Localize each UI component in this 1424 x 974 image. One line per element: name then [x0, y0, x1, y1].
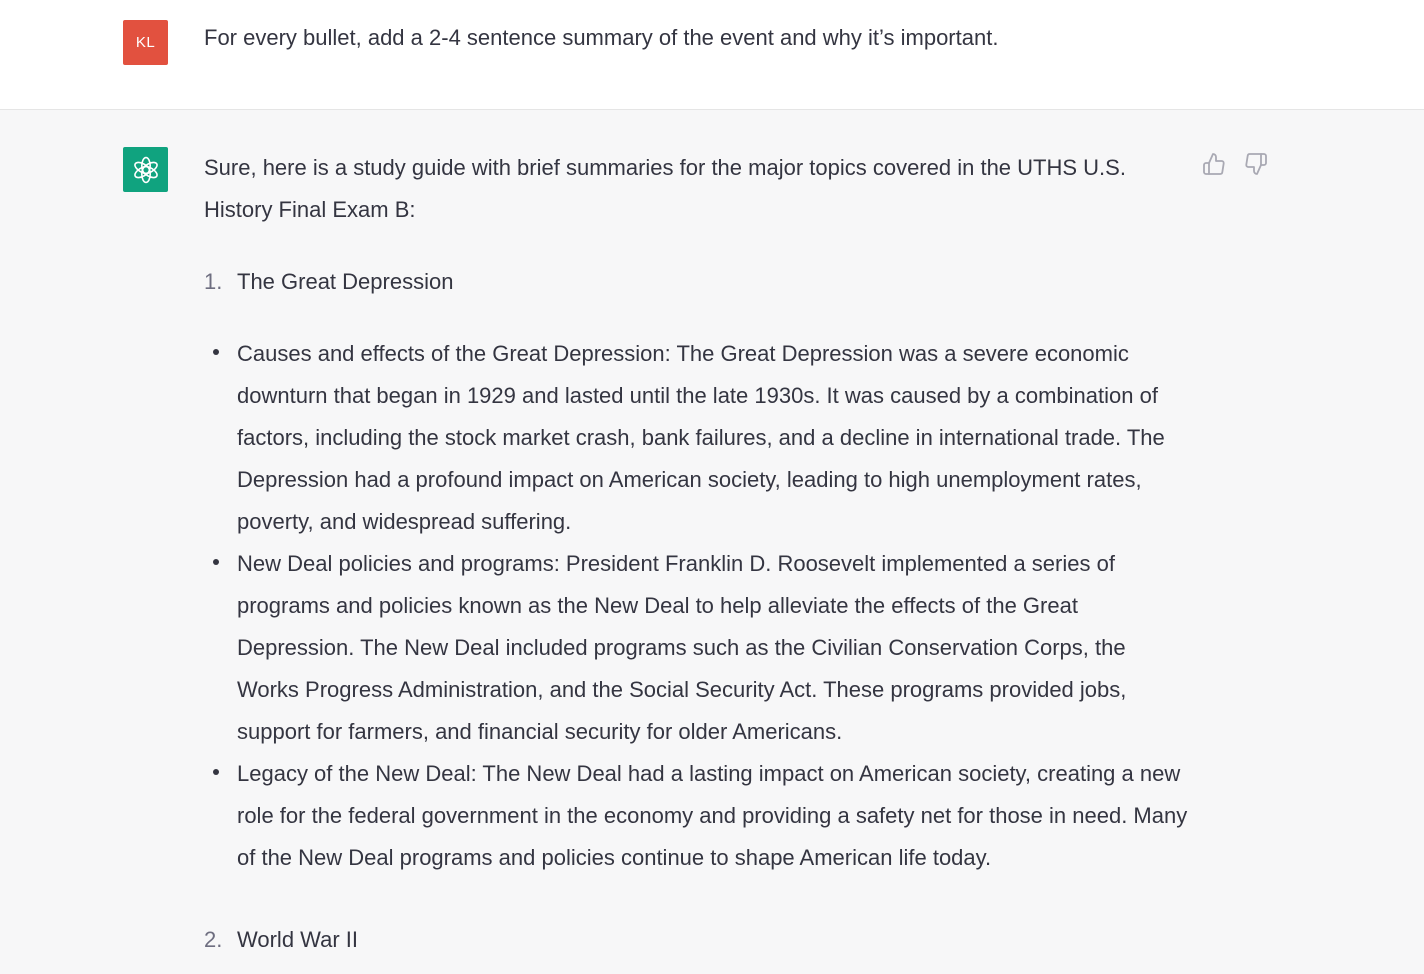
- thumbs-up-button[interactable]: [1200, 150, 1228, 178]
- thumbs-up-icon: [1202, 152, 1226, 176]
- bullet-text: Causes and effects of the Great Depression: The Great Depression was a severe economic downturn that began in 1929 and lasted until the late 1930s. It was caused by a combination of factors, including the stock market crash, bank failures, and a decline in international trade. The Depression had a profound impact on American society, leading to high unemployment rates, poverty, and widespread suffering.: [237, 341, 1165, 534]
- assistant-message-content: [204, 147, 1189, 961]
- section-title: World War II: [237, 927, 359, 952]
- list-item: [204, 543, 1189, 753]
- user-message-row: [0, 0, 1424, 110]
- list-item: [204, 333, 1189, 543]
- user-avatar: KL: [123, 20, 168, 65]
- bullet-dot: [213, 559, 219, 565]
- list-item-section-2: [204, 919, 1189, 961]
- assistant-message-row: [0, 110, 1424, 974]
- thumbs-down-button[interactable]: [1242, 150, 1270, 178]
- bullet-dot: [213, 349, 219, 355]
- bullet-dot: [213, 769, 219, 775]
- bullet-list: [204, 333, 1189, 879]
- list-number: 1.: [204, 269, 223, 294]
- list-item: [204, 753, 1189, 879]
- list-item-section-1: [204, 261, 1189, 303]
- assistant-avatar: [123, 147, 168, 192]
- openai-logo-icon: [131, 155, 161, 185]
- bullet-text: New Deal policies and programs: President Franklin D. Roosevelt implemented a series of programs and policies known as the New Deal to help alleviate the effects of the Great Depression. The New Deal included programs such as the Civilian Conservation Corps, the Works Progress Administration, and the Social Security Act. These programs provided jobs, support for farmers, and financial security for older Americans.: [237, 551, 1127, 744]
- assistant-intro-text: Sure, here is a study guide with brief summaries for the major topics covered in the UTHS U.S. History Final Exam B:: [204, 155, 1126, 222]
- section-title: The Great Depression: [237, 269, 454, 294]
- user-message-text: For every bullet, add a 2-4 sentence summary of the event and why it’s important.: [204, 25, 999, 50]
- thumbs-down-icon: [1244, 152, 1268, 176]
- bullet-text: Legacy of the New Deal: The New Deal had a lasting impact on American society, creating a new role for the federal government in the economy and providing a safety net for those in need. Many of the New Deal programs and policies continue to shape American life today.: [237, 761, 1188, 870]
- list-number: 2.: [204, 927, 223, 952]
